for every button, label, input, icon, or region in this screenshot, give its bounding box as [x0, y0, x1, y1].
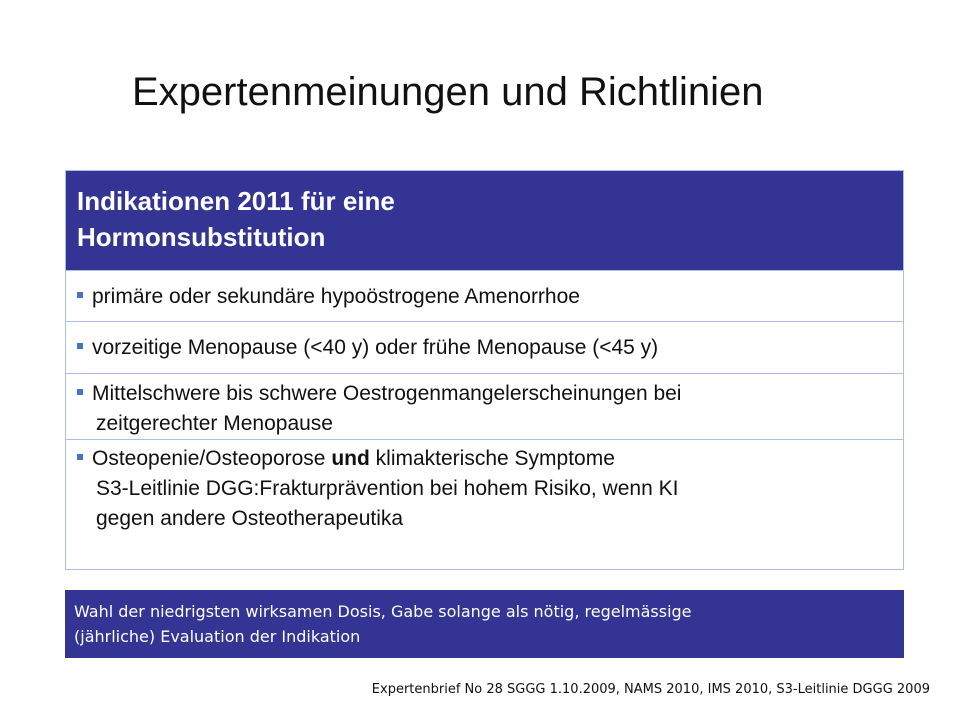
note-line-2: (jährliche) Evaluation der Indikation	[74, 627, 361, 646]
note-line-1: Wahl der niedrigsten wirksamen Dosis, Gabe solange als nötig, regelmässige	[74, 602, 692, 621]
table-header	[66, 171, 903, 270]
table-row	[66, 373, 903, 439]
page-title: Expertenmeinungen und Richtlinien	[132, 70, 764, 114]
square-bullet-icon	[77, 454, 83, 460]
table-header-line-1: Indikationen 2011 für eine	[77, 186, 395, 216]
row-text	[77, 282, 903, 312]
row-text	[77, 379, 903, 409]
row-text	[77, 444, 903, 474]
square-bullet-icon	[77, 292, 83, 298]
row-4-text-line-2: S3-Leitlinie DGG:Frakturprävention bei hohem Risiko, wenn KI	[96, 477, 679, 500]
row-2-text: vorzeitige Menopause (<40 y) oder frühe Menopause (<45 y)	[92, 336, 659, 359]
table-row	[66, 270, 903, 321]
source-citation: Expertenbrief No 28 SGGG 1.10.2009, NAMS 2010, IMS 2010, S3-Leitlinie DGGG 2009	[371, 682, 930, 697]
row-4-text-bold: und	[331, 447, 370, 470]
row-4-text-before: Osteopenie/Osteoporose	[92, 447, 332, 470]
square-bullet-icon	[77, 343, 83, 349]
table-row	[66, 439, 903, 570]
row-4-text-line-3: gegen andere Osteotherapeutika	[96, 507, 404, 530]
row-4-text-after: klimakterische Symptome	[369, 447, 615, 470]
row-3-text-line-1: Mittelschwere bis schwere Oestrogenmangelerscheinungen bei	[92, 382, 682, 405]
square-bullet-icon	[77, 389, 83, 395]
recommendation-note	[65, 590, 904, 658]
row-1-text: primäre oder sekundäre hypoöstrogene Amenorrhoe	[92, 285, 580, 308]
table-row	[66, 321, 903, 373]
row-3-text-line-2: zeitgerechter Menopause	[96, 412, 333, 435]
row-text	[77, 333, 903, 363]
table-header-line-2: Hormonsubstitution	[77, 222, 326, 252]
indications-table	[65, 170, 904, 570]
